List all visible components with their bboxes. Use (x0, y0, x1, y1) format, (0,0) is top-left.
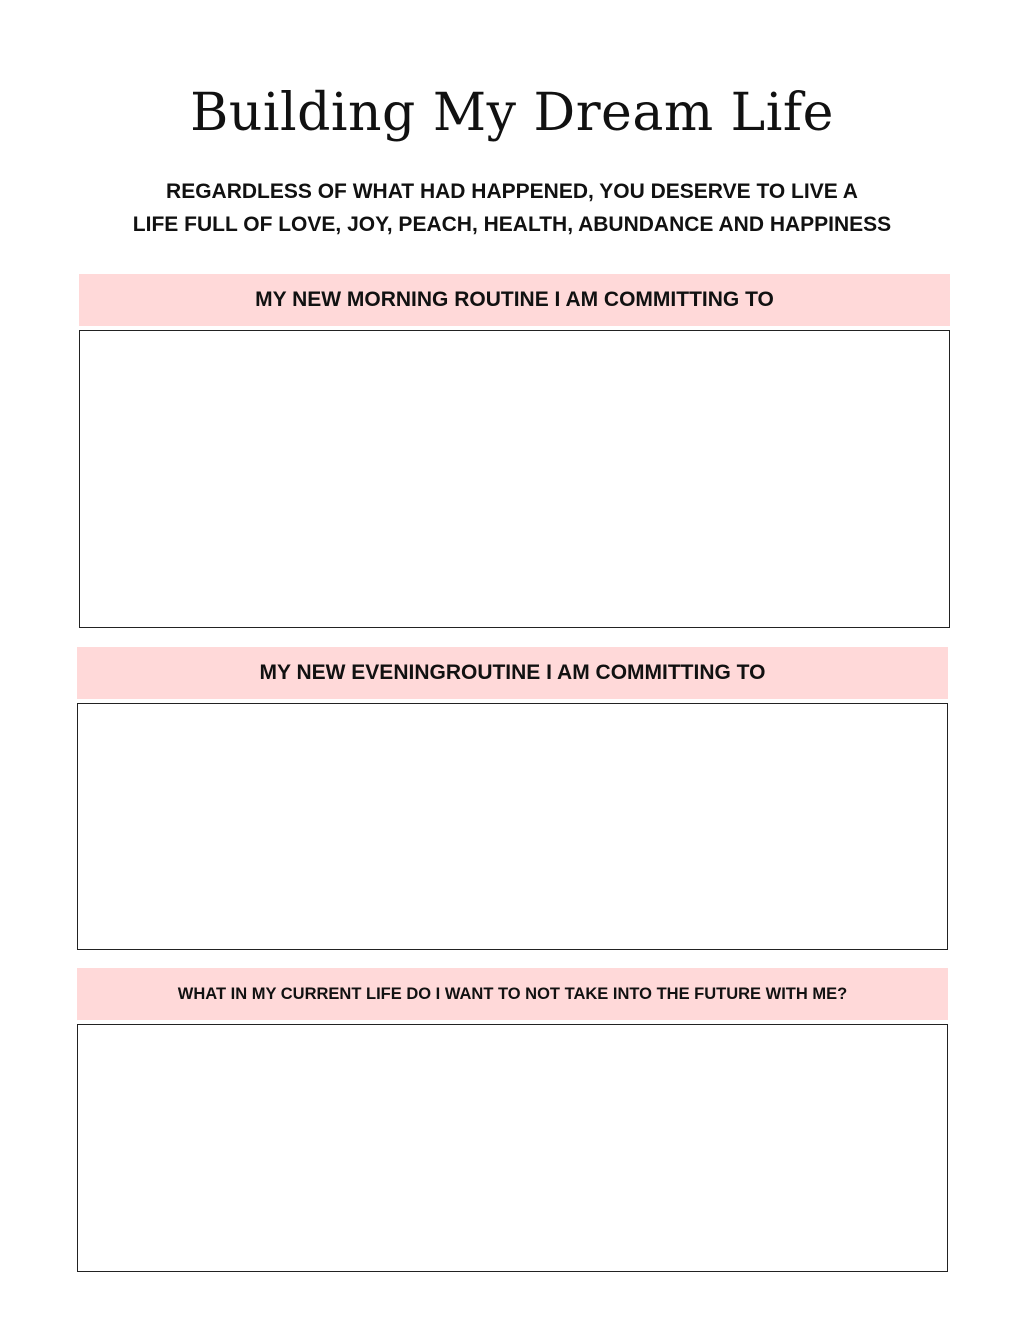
leave-behind-writing-box[interactable] (77, 1024, 948, 1272)
leave-behind-heading: WHAT IN MY CURRENT LIFE DO I WANT TO NOT TAKE INTO THE FUTURE WITH ME? (77, 968, 948, 1020)
subtitle-line-2: LIFE FULL OF LOVE, JOY, PEACH, HEALTH, ABUNDANCE AND HAPPINESS (132, 213, 892, 236)
evening-routine-writing-box[interactable] (77, 703, 948, 950)
page-title: Building My Dream Life (190, 83, 834, 143)
subtitle-line-1: REGARDLESS OF WHAT HAD HAPPENED, YOU DESERVE TO LIVE A (166, 180, 858, 203)
evening-routine-heading: MY NEW EVENINGROUTINE I AM COMMITTING TO (77, 647, 948, 699)
morning-routine-heading: MY NEW MORNING ROUTINE I AM COMMITTING TO (79, 274, 950, 326)
subtitle (0, 175, 1024, 241)
morning-routine-writing-box[interactable] (79, 330, 950, 628)
